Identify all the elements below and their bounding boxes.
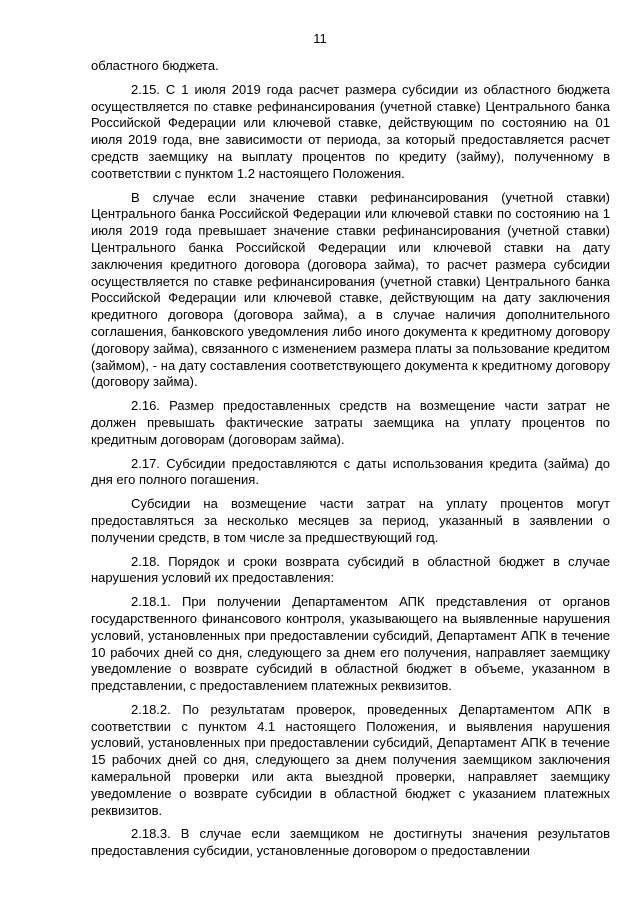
- paragraph-continuation: областного бюджета.: [91, 58, 219, 73]
- paragraph-2-18-3: 2.18.3. В случае если заемщиком не достигнуты значения результатов предоставления субсидии, установленные договором о предоставлении: [91, 826, 610, 859]
- page-number: 11: [313, 31, 327, 46]
- paragraph-2-17: 2.17. Субсидии предоставляются с даты использования кредита (займа) до дня его полного погашения.: [91, 455, 610, 488]
- paragraph-2-18: 2.18. Порядок и сроки возврата субсидий в областной бюджет в случае нарушения условий их предоставления:: [91, 553, 610, 586]
- paragraph-2-17-subsidies: Субсидии на возмещение части затрат на уплату процентов могут предоставляться за несколько месяцев за период, указанный в заявлении о получении средств, в том числе за предшествующий год.: [91, 496, 610, 545]
- paragraph-2-18-2: 2.18.2. По результатам проверок, проведенных Департаментом АПК в соответствии с пунктом 4.1 настоящего Положения, и выявления нарушения условий, установленных при предоставлении субсидий, Департамент АПК в течение 15 рабочих дней со дня, следующего за днем получения заемщиком заключения камеральной проверки или акта выездной проверки, направляет заемщику уведомление о возврате субсидии в областной бюджет с указанием платежных реквизитов.: [91, 701, 610, 818]
- paragraph-2-16: 2.16. Размер предоставленных средств на возмещение части затрат не должен превышать фактические затраты заемщика на уплату процентов по кредитным договорам (договорам займа).: [91, 398, 610, 447]
- paragraph-2-15-rate-case: В случае если значение ставки рефинансирования (учетной ставки) Центрального банка Российской Федерации или ключевой ставки по состоянию на 1 июля 2019 года превышает значение ставки рефинансирования (учетной ставки) Центрального банка Российской Федерации или ключевой ставки на дату заключения кредитного договора (договора займа), то расчет размера субсидии осуществляется по ставке рефинансирования (учетной ставки) Центрального банка Российской Федерации или ключевой ставке, действующим на дату заключения кредитного договора (договора займа), а в случае наличия дополнительного соглашения, банковского уведомления либо иного документа к кредитному договору (договору займа), связанного с изменением размера платы за пользование кредитом (займом), - на дату составления соответствующего документа к кредитному договору (договору займа).: [91, 189, 610, 390]
- document-body: [91, 58, 610, 867]
- paragraph-2-15: 2.15. С 1 июля 2019 года расчет размера субсидии из областного бюджета осуществляется по ставке рефинансирования (учетной ставке) Центрального банка Российской Федерации или ключевой ставке, действующим по состоянию на 01 июля 2019 года, вне зависимости от периода, за который предоставляется расчет средств заемщику на выплату процентов по кредиту (займу), полученному в соответствии с пунктом 1.2 настоящего Положения.: [91, 81, 610, 181]
- paragraph-2-18-1: 2.18.1. При получении Департаментом АПК представления от органов государственного финансового контроля, указывающего на выявленные нарушения условий, установленных при предоставлении субсидий, Департамент АПК в течение 10 рабочих дней со дня, следующего за днем его получения, направляет заемщику уведомление о возврате субсидий в областной бюджет в объеме, указанном в представлении, с предоставлением платежных реквизитов.: [91, 594, 610, 694]
